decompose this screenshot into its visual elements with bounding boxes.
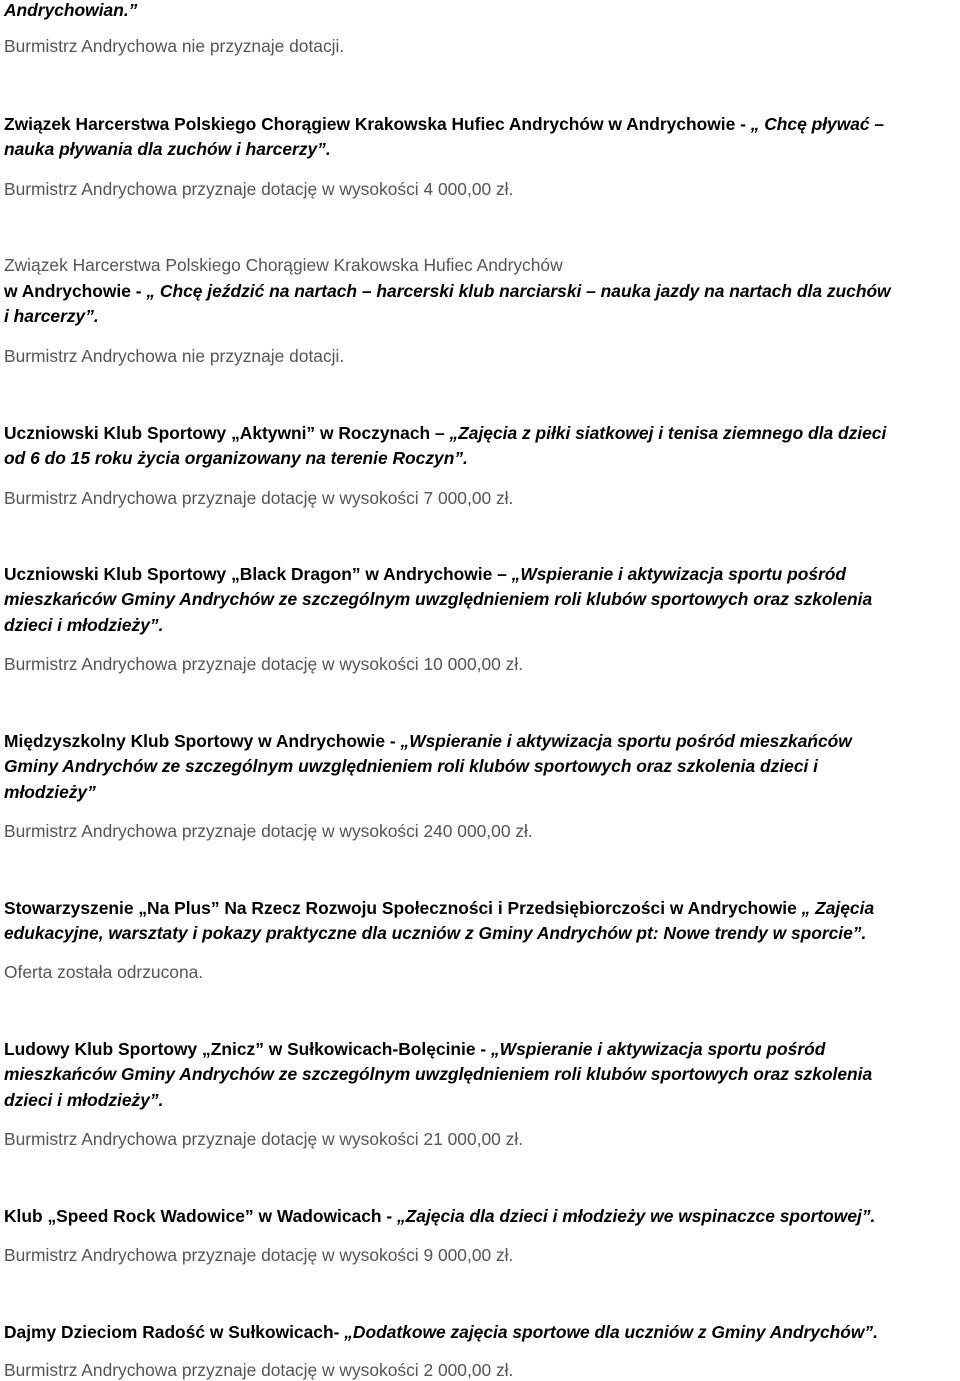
entry-4-italic-0: „Wspieranie i aktywizacja sportu pośród mieszkańców <box>400 731 852 751</box>
entry-3-italic-0: „Wspieranie i aktywizacja sportu pośród <box>511 564 847 584</box>
entry-4-line-2 <box>4 782 96 802</box>
entry-7-italic-0: „Zajęcia dla dzieci i młodzieży we wspinaczce sportowej”. <box>396 1206 876 1226</box>
entry-3-line-1 <box>4 589 872 609</box>
entry-2-decision: Burmistrz Andrychowa przyznaje dotację w wysokości 7 000,00 zł. <box>4 488 514 508</box>
entry-8-prefix-0: Dajmy Dzieciom Radość w Sułkowicach- <box>4 1322 345 1342</box>
entry-6-italic-1: mieszkańców Gminy Andrychów ze szczególnym uwzględnieniem roli klubów sportowych oraz szkolenia <box>4 1064 873 1084</box>
entry-3-prefix-0: Uczniowski Klub Sportowy „Black Dragon” w Andrychowie – <box>4 564 512 584</box>
entry-2-line-0 <box>4 423 886 443</box>
entry-7-decision: Burmistrz Andrychowa przyznaje dotację w wysokości 9 000,00 zł. <box>4 1245 514 1265</box>
entry-0-prefix-0: Związek Harcerstwa Polskiego Chorągiew Krakowska Hufiec Andrychów w Andrychowie - <box>4 114 751 134</box>
entry-1-prefix-1: w Andrychowie - <box>4 281 147 301</box>
entry-2-italic-1: od 6 do 15 roku życia organizowany na terenie Roczyn”. <box>4 448 468 468</box>
entry-5-italic-1: edukacyjne, warsztaty i pokazy praktyczne dla uczniów z Gminy Andrychów pt: Nowe trendy w sporcie”. <box>4 923 867 943</box>
entry-8-decision: Burmistrz Andrychowa przyznaje dotację w wysokości 2 000,00 zł. <box>4 1360 514 1380</box>
entry-0-line-1 <box>4 139 331 159</box>
entry-4-line-1 <box>4 756 818 776</box>
entry-8-line-0 <box>4 1322 878 1342</box>
entry-1-decision: Burmistrz Andrychowa nie przyznaje dotacji. <box>4 346 345 366</box>
entry-8-italic-0: „Dodatkowe zajęcia sportowe dla uczniów z Gminy Andrychów”. <box>344 1322 878 1342</box>
entry-5-italic-0: „ Zajęcia <box>801 898 875 918</box>
entry-6-line-1 <box>4 1064 872 1084</box>
entry-4-line-0 <box>4 731 852 751</box>
entry-7-prefix-0: Klub „Speed Rock Wadowice” w Wadowicach - <box>4 1206 397 1226</box>
entry-3-italic-2: dzieci i młodzieży”. <box>4 615 164 635</box>
entry-0-decision: Burmistrz Andrychowa przyznaje dotację w wysokości 4 000,00 zł. <box>4 179 514 199</box>
entry-0-italic-1: nauka pływania dla zuchów i harcerzy”. <box>4 139 331 159</box>
entry-5-line-1 <box>4 923 866 943</box>
entry-4-italic-1: Gminy Andrychów ze szczególnym uwzględnieniem roli klubów sportowych oraz szkolenia dzieci i <box>4 756 818 776</box>
entry-2-line-1 <box>4 448 468 468</box>
entry-5-decision: Oferta została odrzucona. <box>4 962 204 982</box>
entry-4-decision: Burmistrz Andrychowa przyznaje dotację w wysokości 240 000,00 zł. <box>4 821 533 841</box>
entry-6-italic-2: dzieci i młodzieży”. <box>4 1090 164 1110</box>
entry-4-prefix-0: Międzyszkolny Klub Sportowy w Andrychowie - <box>4 731 401 751</box>
entry-7-line-0 <box>4 1206 875 1226</box>
entry-0-line-0 <box>4 114 884 134</box>
entry-6-line-0 <box>4 1039 825 1059</box>
entry-2-prefix-0: Uczniowski Klub Sportowy „Aktywni” w Roczynach – <box>4 423 450 443</box>
entry-3-decision: Burmistrz Andrychowa przyznaje dotację w wysokości 10 000,00 zł. <box>4 654 524 674</box>
entry-0-italic-0: „ Chcę pływać – <box>750 114 885 134</box>
entry-1-italic-2: i harcerzy”. <box>4 306 99 326</box>
entry-4-italic-2: młodzieży” <box>4 782 96 802</box>
entry-1-prefix-0: Związek Harcerstwa Polskiego Chorągiew Krakowska Hufiec Andrychów <box>4 255 563 275</box>
entry-6-italic-0: „Wspieranie i aktywizacja sportu pośród <box>490 1039 826 1059</box>
entry-5-prefix-0: Stowarzyszenie „Na Plus” Na Rzecz Rozwoju Społeczności i Przedsiębiorczości w Andrychowie <box>4 898 802 918</box>
entry-1-line-0 <box>4 255 563 275</box>
entry-6-decision: Burmistrz Andrychowa przyznaje dotację w wysokości 21 000,00 zł. <box>4 1129 524 1149</box>
entry-6-prefix-0: Ludowy Klub Sportowy „Znicz” w Sułkowicach-Bolęcinie - <box>4 1039 491 1059</box>
top-fragment-text: Andrychowian.” <box>4 0 138 20</box>
entry-5-line-0 <box>4 898 874 918</box>
entry-1-italic-1: „ Chcę jeździć na nartach – harcerski klub narciarski – nauka jazdy na nartach dla zuchów <box>146 281 891 301</box>
entry-3-italic-1: mieszkańców Gminy Andrychów ze szczególnym uwzględnieniem roli klubów sportowych oraz szkolenia <box>4 589 873 609</box>
entry-6-line-2 <box>4 1090 163 1110</box>
top-fragment <box>4 0 137 20</box>
entry-1-line-1 <box>4 281 891 301</box>
entry-2-italic-0: „Zajęcia z piłki siatkowej i tenisa ziemnego dla dzieci <box>449 423 887 443</box>
entry-3-line-0 <box>4 564 846 584</box>
top-decision: Burmistrz Andrychowa nie przyznaje dotacji. <box>4 36 345 56</box>
entry-3-line-2 <box>4 615 163 635</box>
entry-1-line-2 <box>4 306 99 326</box>
